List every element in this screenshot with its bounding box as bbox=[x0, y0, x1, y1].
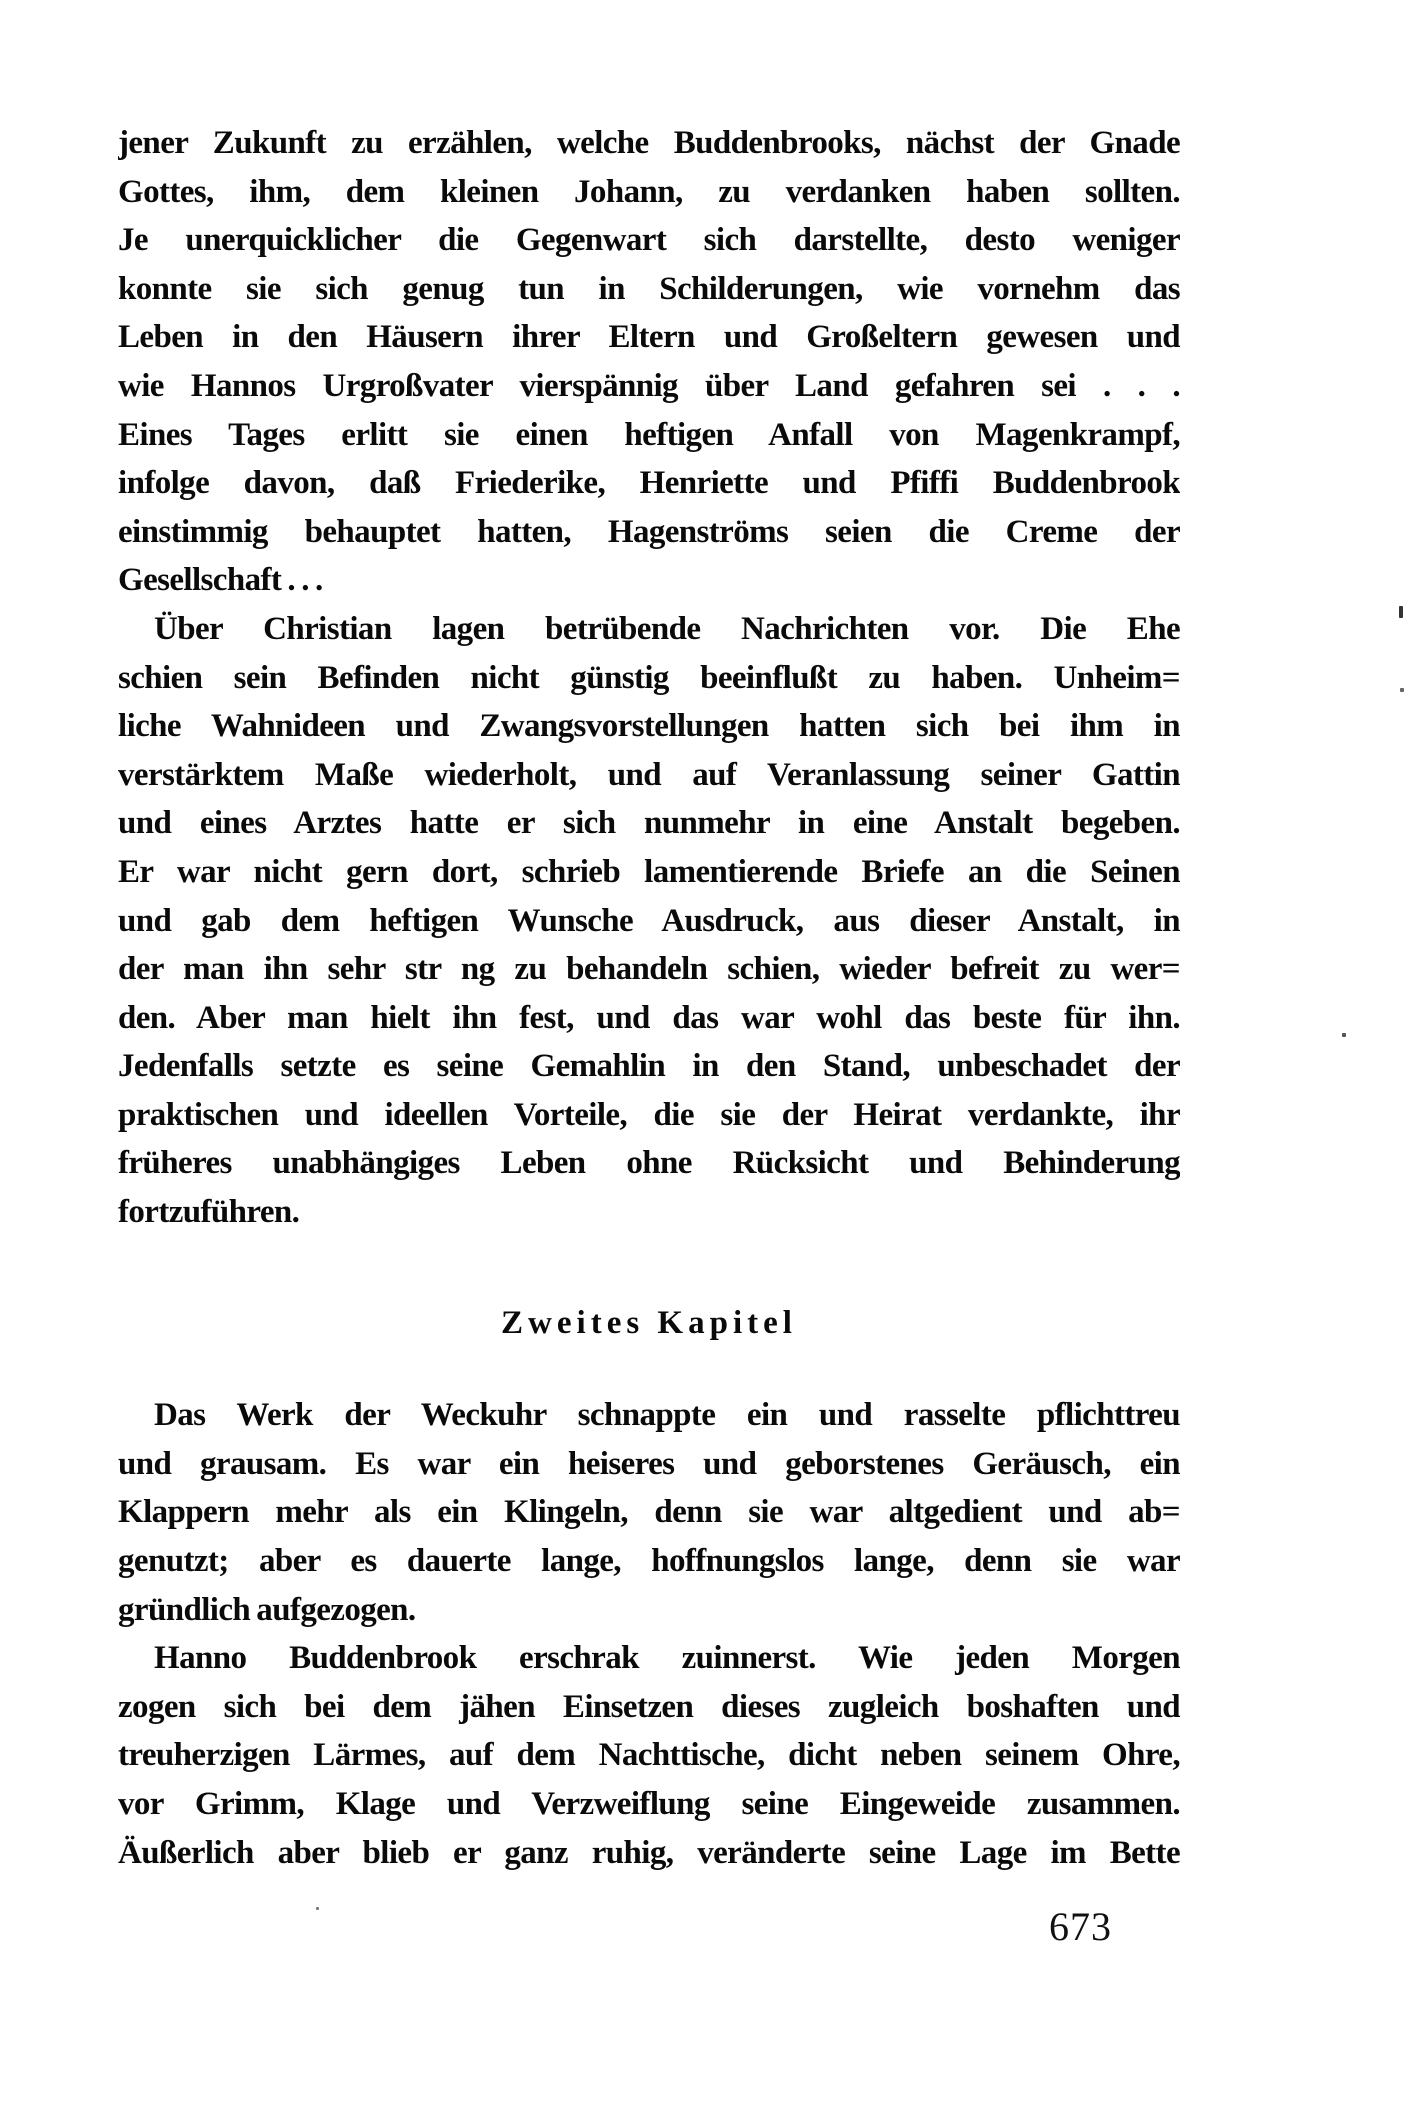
text-line: einstimmig behauptet hatten, Hagenströms seien die Creme der bbox=[118, 513, 1180, 550]
text-line: Klappern mehr als ein Klingeln, denn sie war altgedient und ab= bbox=[118, 1494, 1180, 1531]
text-line: Gottes, ihm, dem kleinen Johann, zu verdanken haben sollten. bbox=[118, 173, 1180, 210]
text-line: genutzt; aber es dauerte lange, hoffnungslos lange, denn sie war bbox=[118, 1543, 1180, 1580]
scan-artifact bbox=[316, 1907, 319, 1910]
text-line: Je unerquicklicher die Gegenwart sich darstellte, desto weniger bbox=[118, 222, 1180, 259]
text-line: fortzuführen. bbox=[118, 1194, 300, 1231]
paragraph bbox=[118, 1634, 1180, 1877]
text-line: konnte sie sich genug tun in Schilderungen, wie vornehm das bbox=[118, 270, 1180, 307]
paragraph bbox=[118, 605, 1180, 1237]
text-line: Eines Tages erlitt sie einen heftigen Anfall von Magenkrampf, bbox=[118, 416, 1180, 453]
text-line: vor Grimm, Klage und Verzweiflung seine Eingeweide zusammen. bbox=[118, 1786, 1180, 1822]
text-line: und gab dem heftigen Wunsche Ausdruck, aus dieser Anstalt, in bbox=[118, 902, 1180, 939]
text-line: Er war nicht gern dort, schrieb lamentierende Briefe an die Seinen bbox=[118, 853, 1180, 890]
text-line: schien sein Befinden nicht günstig beeinflußt zu haben. Unheim= bbox=[118, 659, 1180, 696]
text-line: und eines Arztes hatte er sich nunmehr in eine Anstalt begeben. bbox=[118, 805, 1180, 842]
text-line: Über Christian lagen betrübende Nachrichten vor. Die Ehe bbox=[154, 610, 1180, 647]
scan-artifact bbox=[1342, 1033, 1346, 1037]
text-line: praktischen und ideellen Vorteile, die sie der Heirat verdankte, ihr bbox=[118, 1096, 1180, 1133]
scan-artifact bbox=[1399, 606, 1403, 618]
text-line: infolge davon, daß Friederike, Henriette und Pfiffi Buddenbrook bbox=[118, 465, 1180, 502]
text-line: verstärktem Maße wiederholt, und auf Veranlassung seiner Gattin bbox=[118, 756, 1180, 793]
text-line: der man ihn sehr str ng zu behandeln schien, wieder befreit zu wer= bbox=[118, 951, 1180, 988]
text-line: zogen sich bei dem jähen Einsetzen dieses zugleich boshaften und bbox=[118, 1688, 1180, 1725]
page-number: 673 bbox=[1049, 1904, 1112, 1949]
text-line: den. Aber man hielt ihn fest, und das war wohl das beste für ihn. bbox=[118, 999, 1180, 1036]
text-line: Jedenfalls setzte es seine Gemahlin in den Stand, unbeschadet der bbox=[118, 1048, 1180, 1085]
text-line: treuherzigen Lärmes, auf dem Nachttische, dicht neben seinem Ohre, bbox=[118, 1737, 1180, 1774]
paragraph bbox=[118, 1391, 1180, 1634]
text-line: Leben in den Häusern ihrer Eltern und Großeltern gewesen und bbox=[118, 319, 1180, 356]
text-line: Gesellschaft . . . bbox=[118, 562, 323, 599]
text-line: wie Hannos Urgroßvater vierspännig über Land gefahren sei . . . bbox=[118, 367, 1180, 404]
chapter-heading: Zweites Kapitel bbox=[501, 1304, 797, 1341]
text-line: gründlich aufgezogen. bbox=[118, 1591, 416, 1628]
text-line: und grausam. Es war ein heiseres und geborstenes Geräusch, ein bbox=[118, 1445, 1180, 1482]
text-block bbox=[118, 119, 1180, 1877]
text-line: Hanno Buddenbrook erschrak zuinnerst. Wie jeden Morgen bbox=[154, 1640, 1180, 1677]
text-line: früheres unabhängiges Leben ohne Rücksicht und Behinderung bbox=[118, 1145, 1180, 1182]
text-line: jener Zukunft zu erzählen, welche Buddenbrooks, nächst der Gnade bbox=[118, 125, 1180, 161]
paragraph bbox=[118, 119, 1180, 605]
text-line: liche Wahnideen und Zwangsvorstellungen hatten sich bei ihm in bbox=[118, 708, 1180, 745]
text-line: Äußerlich aber blieb er ganz ruhig, veränderte seine Lage im Bette bbox=[118, 1834, 1180, 1871]
text-line: Das Werk der Weckuhr schnappte ein und rasselte pflichttreu bbox=[154, 1397, 1180, 1434]
scan-artifact bbox=[1400, 688, 1404, 692]
